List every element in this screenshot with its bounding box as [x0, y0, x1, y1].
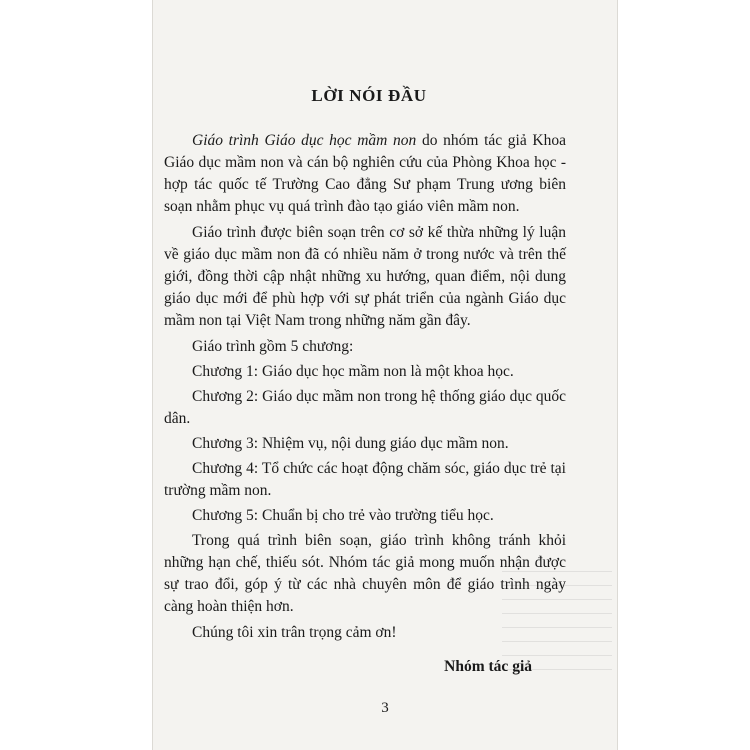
- intro-paragraph: [164, 130, 566, 218]
- paragraph: Chúng tôi xin trân trọng cảm ơn!: [192, 624, 397, 641]
- signature: Nhóm tác giả: [444, 658, 532, 675]
- chapter-item: Chương 1: Giáo dục học mầm non là một khoa học.: [192, 363, 514, 380]
- chapter-item: Chương 4: Tổ chức các hoạt động chăm sóc, giáo dục trẻ tại trường mầm non.: [164, 460, 566, 499]
- paragraph: Giáo trình được biên soạn trên cơ sở kế thừa những lý luận về giáo dục mầm non đã có nhiều năm ở trong nước và trên thế giới, đồng thời cập nhật những xu hướng, quan điểm, nội dung giáo dục mới để phù hợp với sự phát triển của ngành Giáo dục mầm non tại Việt Nam trong những năm gần đây.: [164, 224, 566, 329]
- intro-rest: do nhóm tác giả Khoa Giáo dục mầm non và cán bộ nghiên cứu của Phòng Khoa học - hợp tác quốc tế Trường Cao đẳng Sư phạm Trung ương biên soạn nhằm phục vụ quá trình đào tạo giáo viên mầm non.: [164, 132, 566, 215]
- chapter-item: Chương 2: Giáo dục mầm non trong hệ thống giáo dục quốc dân.: [164, 388, 566, 427]
- book-title: Giáo trình Giáo dục học mầm non: [192, 132, 417, 149]
- page-body: [164, 86, 566, 676]
- book-page: [152, 0, 618, 750]
- paragraph: Trong quá trình biên soạn, giáo trình không tránh khỏi những hạn chế, thiếu sót. Nhóm tác giả mong muốn nhận được sự trao đổi, góp ý từ các nhà chuyên môn để giáo trình ngày càng hoàn thiện hơn.: [164, 532, 566, 615]
- chapter-item: Chương 5: Chuẩn bị cho trẻ vào trường tiểu học.: [192, 507, 494, 524]
- page-heading: LỜI NÓI ĐẦU: [311, 86, 427, 105]
- paragraph: Giáo trình gồm 5 chương:: [192, 338, 354, 355]
- chapter-item: Chương 3: Nhiệm vụ, nội dung giáo dục mầm non.: [192, 435, 509, 452]
- page-number: 3: [381, 700, 389, 716]
